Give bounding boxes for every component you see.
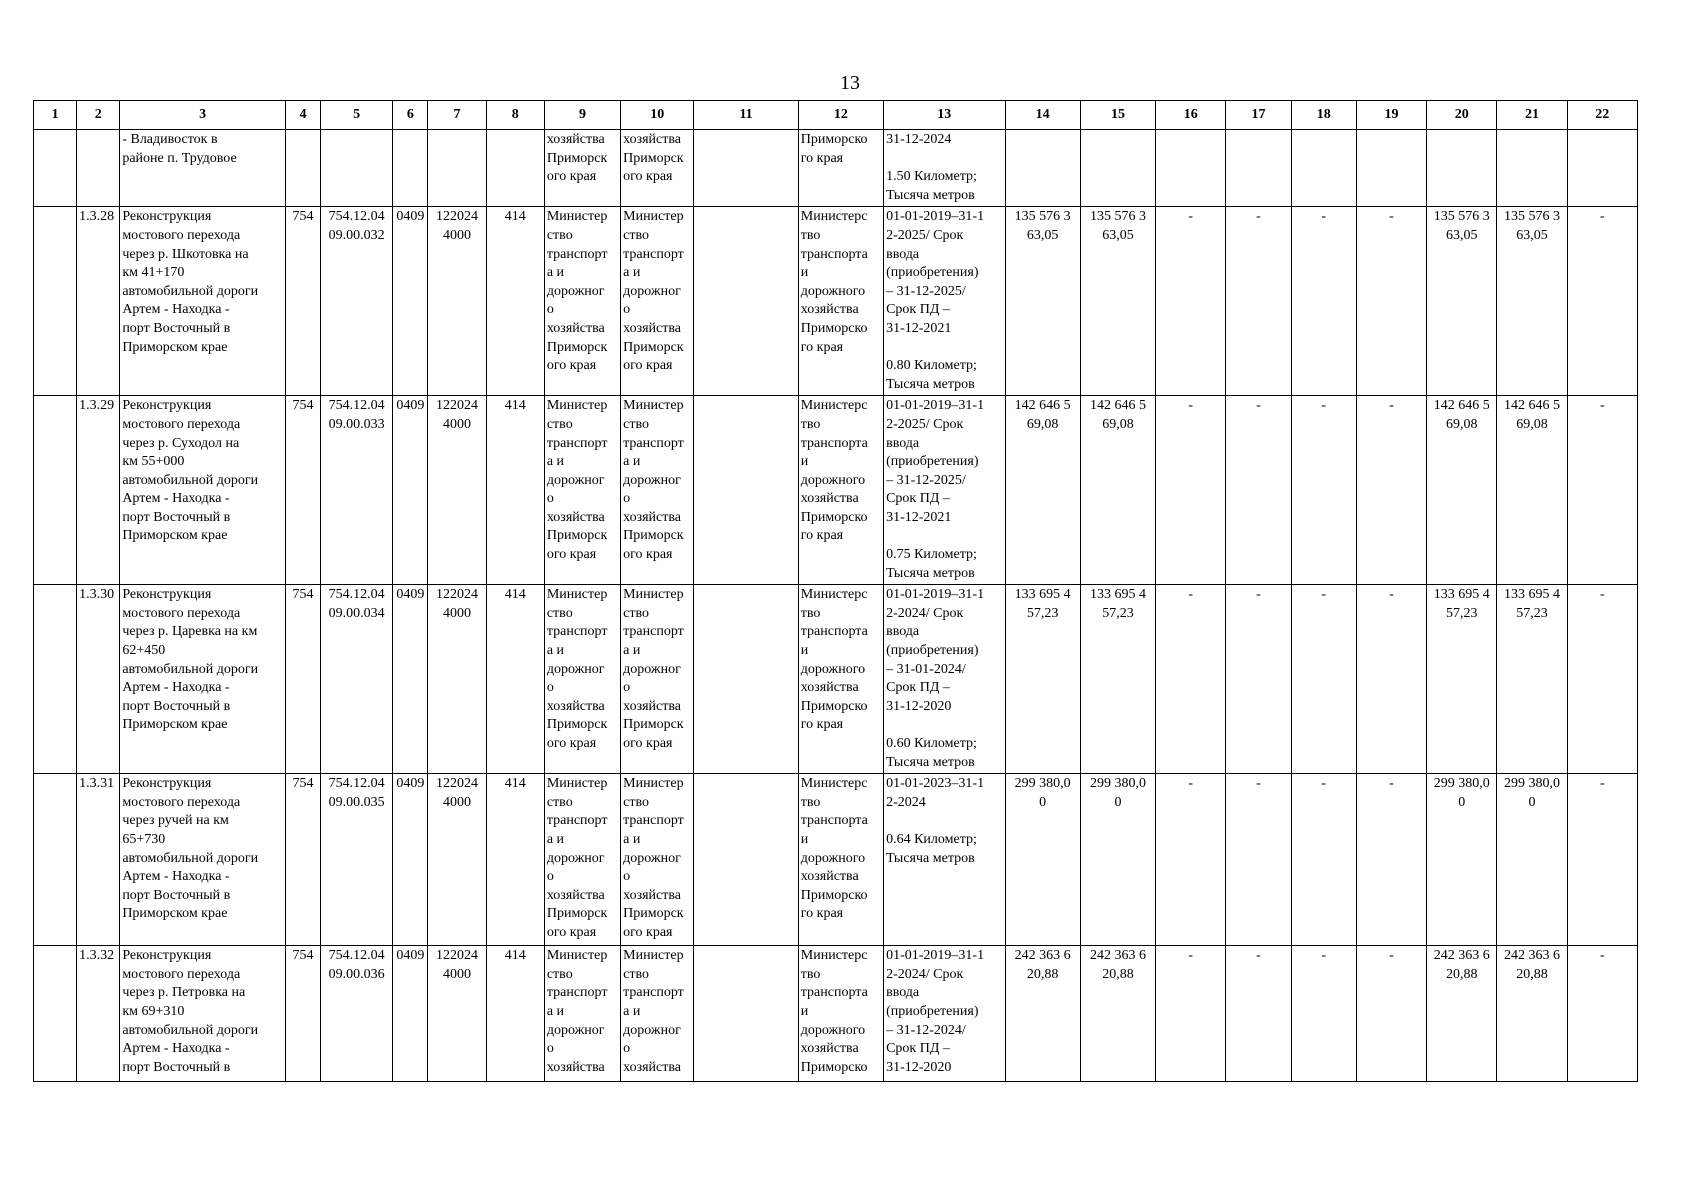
- column-header: 7: [428, 101, 486, 130]
- cell-code: [285, 130, 320, 207]
- cell-col1: [34, 774, 77, 946]
- cell-target-article: 122024 4000: [428, 946, 486, 1082]
- cell-object-name: Реконструкция мостового перехода через р. Шкотовка на км 41+170 автомобильной дороги Артем - Находка - порт Восточный в Приморском крае: [120, 207, 286, 396]
- cell-col11: [694, 946, 798, 1082]
- cell-object-code: 754.12.04 09.00.035: [321, 774, 393, 946]
- cell-col17: -: [1226, 585, 1291, 774]
- cell-code: 754: [285, 774, 320, 946]
- cell-customer: Министерс тво транспорта и дорожного хозяйства Приморско го края: [798, 585, 883, 774]
- cell-target-article: 122024 4000: [428, 585, 486, 774]
- cell-col11: [694, 396, 798, 585]
- cell-col15: 135 576 3 63,05: [1080, 207, 1155, 396]
- cell-object-name: Реконструкция мостового перехода через р. Царевка на км 62+450 автомобильной дороги Артем - Находка - порт Восточный в Приморском крае: [120, 585, 286, 774]
- cell-object-code: 754.12.04 09.00.033: [321, 396, 393, 585]
- column-header: 22: [1567, 101, 1637, 130]
- cell-col18: -: [1291, 207, 1356, 396]
- table-row: [34, 585, 1638, 774]
- column-header: 19: [1356, 101, 1426, 130]
- column-header: 3: [120, 101, 286, 130]
- cell-col20: [1427, 130, 1497, 207]
- cell-expense-type: [486, 130, 544, 207]
- cell-recipient: Министер ство транспорт а и дорожног о хозяйства Приморск ого края: [621, 585, 694, 774]
- cell-customer: Приморско го края: [798, 130, 883, 207]
- cell-col16: -: [1156, 396, 1226, 585]
- table-row: [34, 207, 1638, 396]
- column-header: 8: [486, 101, 544, 130]
- cell-col20: 299 380,0 0: [1427, 774, 1497, 946]
- cell-col1: [34, 585, 77, 774]
- cell-col16: -: [1156, 585, 1226, 774]
- column-header: 13: [884, 101, 1005, 130]
- cell-administrator: Министер ство транспорт а и дорожног о хозяйства Приморск ого края: [544, 396, 620, 585]
- cell-target-article: [428, 130, 486, 207]
- cell-col17: [1226, 130, 1291, 207]
- cell-expense-type: 414: [486, 585, 544, 774]
- cell-object-name: - Владивосток в районе п. Трудовое: [120, 130, 286, 207]
- cell-col11: [694, 585, 798, 774]
- cell-col21: 133 695 4 57,23: [1497, 585, 1567, 774]
- cell-col22: -: [1567, 396, 1637, 585]
- cell-item-number: 1.3.31: [77, 774, 120, 946]
- cell-col20: 133 695 4 57,23: [1427, 585, 1497, 774]
- cell-col21: 142 646 5 69,08: [1497, 396, 1567, 585]
- table-row: [34, 130, 1638, 207]
- cell-expense-type: 414: [486, 946, 544, 1082]
- cell-target-article: 122024 4000: [428, 774, 486, 946]
- cell-col16: -: [1156, 774, 1226, 946]
- cell-col17: -: [1226, 207, 1291, 396]
- cell-section: 0409: [393, 946, 428, 1082]
- cell-col18: -: [1291, 396, 1356, 585]
- cell-col21: 299 380,0 0: [1497, 774, 1567, 946]
- column-header: 20: [1427, 101, 1497, 130]
- cell-administrator: Министер ство транспорт а и дорожног о хозяйства Приморск ого края: [544, 774, 620, 946]
- cell-col14: [1005, 130, 1080, 207]
- cell-administrator: Министер ство транспорт а и дорожног о хозяйства: [544, 946, 620, 1082]
- cell-section: 0409: [393, 585, 428, 774]
- cell-col18: -: [1291, 946, 1356, 1082]
- column-header: 4: [285, 101, 320, 130]
- cell-col19: -: [1356, 396, 1426, 585]
- cell-customer: Министерс тво транспорта и дорожного хозяйства Приморско го края: [798, 774, 883, 946]
- column-header: 1: [34, 101, 77, 130]
- column-header: 21: [1497, 101, 1567, 130]
- cell-administrator: хозяйства Приморск ого края: [544, 130, 620, 207]
- table-row: [34, 774, 1638, 946]
- cell-col18: -: [1291, 585, 1356, 774]
- cell-col14: 142 646 5 69,08: [1005, 396, 1080, 585]
- cell-col17: -: [1226, 396, 1291, 585]
- cell-col1: [34, 130, 77, 207]
- cell-col18: [1291, 130, 1356, 207]
- cell-col1: [34, 396, 77, 585]
- column-header: 2: [77, 101, 120, 130]
- cell-customer: Министерс тво транспорта и дорожного хозяйства Приморско го края: [798, 396, 883, 585]
- cell-col21: 242 363 6 20,88: [1497, 946, 1567, 1082]
- cell-col16: [1156, 130, 1226, 207]
- cell-col14: 133 695 4 57,23: [1005, 585, 1080, 774]
- cell-col20: 142 646 5 69,08: [1427, 396, 1497, 585]
- cell-item-number: 1.3.32: [77, 946, 120, 1082]
- cell-administrator: Министер ство транспорт а и дорожног о хозяйства Приморск ого края: [544, 585, 620, 774]
- cell-col1: [34, 946, 77, 1082]
- cell-target-article: 122024 4000: [428, 396, 486, 585]
- page-number: 13: [840, 72, 860, 94]
- cell-section: 0409: [393, 207, 428, 396]
- cell-col14: 242 363 6 20,88: [1005, 946, 1080, 1082]
- cell-col11: [694, 130, 798, 207]
- cell-expense-type: 414: [486, 774, 544, 946]
- cell-col20: 135 576 3 63,05: [1427, 207, 1497, 396]
- column-header: 15: [1080, 101, 1155, 130]
- cell-col16: -: [1156, 946, 1226, 1082]
- cell-col19: [1356, 130, 1426, 207]
- cell-administrator: Министер ство транспорт а и дорожног о хозяйства Приморск ого края: [544, 207, 620, 396]
- cell-terms-capacity: 01-01-2019–31-1 2-2024/ Срок ввода (приобретения) – 31-12-2024/ Срок ПД – 31-12-2020: [884, 946, 1005, 1082]
- cell-col15: 242 363 6 20,88: [1080, 946, 1155, 1082]
- cell-col15: 299 380,0 0: [1080, 774, 1155, 946]
- column-header: 9: [544, 101, 620, 130]
- column-header: 11: [694, 101, 798, 130]
- cell-code: 754: [285, 946, 320, 1082]
- cell-section: 0409: [393, 396, 428, 585]
- cell-col14: 135 576 3 63,05: [1005, 207, 1080, 396]
- cell-col19: -: [1356, 774, 1426, 946]
- cell-code: 754: [285, 207, 320, 396]
- cell-customer: Министерс тво транспорта и дорожного хозяйства Приморско го края: [798, 207, 883, 396]
- cell-col14: 299 380,0 0: [1005, 774, 1080, 946]
- cell-col11: [694, 774, 798, 946]
- cell-recipient: Министер ство транспорт а и дорожног о хозяйства: [621, 946, 694, 1082]
- cell-terms-capacity: 01-01-2019–31-1 2-2025/ Срок ввода (приобретения) – 31-12-2025/ Срок ПД – 31-12-2021 0.80 Километр; Тысяча метров: [884, 207, 1005, 396]
- column-header: 18: [1291, 101, 1356, 130]
- cell-expense-type: 414: [486, 207, 544, 396]
- cell-col17: -: [1226, 774, 1291, 946]
- cell-recipient: хозяйства Приморск ого края: [621, 130, 694, 207]
- cell-customer: Министерс тво транспорта и дорожного хозяйства Приморско: [798, 946, 883, 1082]
- cell-object-code: 754.12.04 09.00.032: [321, 207, 393, 396]
- cell-col22: -: [1567, 585, 1637, 774]
- cell-col15: 142 646 5 69,08: [1080, 396, 1155, 585]
- cell-item-number: [77, 130, 120, 207]
- column-header: 14: [1005, 101, 1080, 130]
- cell-col21: 135 576 3 63,05: [1497, 207, 1567, 396]
- cell-section: 0409: [393, 774, 428, 946]
- cell-col19: -: [1356, 585, 1426, 774]
- column-header: 6: [393, 101, 428, 130]
- cell-terms-capacity: 01-01-2019–31-1 2-2024/ Срок ввода (приобретения) – 31-01-2024/ Срок ПД – 31-12-2020 0.60 Километр; Тысяча метров: [884, 585, 1005, 774]
- table-row: [34, 946, 1638, 1082]
- column-header: 5: [321, 101, 393, 130]
- data-table: [33, 100, 1638, 1082]
- cell-col19: -: [1356, 946, 1426, 1082]
- cell-col20: 242 363 6 20,88: [1427, 946, 1497, 1082]
- cell-item-number: 1.3.29: [77, 396, 120, 585]
- cell-item-number: 1.3.28: [77, 207, 120, 396]
- cell-object-code: 754.12.04 09.00.036: [321, 946, 393, 1082]
- cell-section: [393, 130, 428, 207]
- cell-col15: [1080, 130, 1155, 207]
- cell-col19: -: [1356, 207, 1426, 396]
- cell-object-code: 754.12.04 09.00.034: [321, 585, 393, 774]
- cell-object-name: Реконструкция мостового перехода через р. Петровка на км 69+310 автомобильной дороги Артем - Находка - порт Восточный в: [120, 946, 286, 1082]
- cell-terms-capacity: 01-01-2023–31-1 2-2024 0.64 Километр; Тысяча метров: [884, 774, 1005, 946]
- cell-col1: [34, 207, 77, 396]
- cell-col22: -: [1567, 946, 1637, 1082]
- cell-col18: -: [1291, 774, 1356, 946]
- column-header: 12: [798, 101, 883, 130]
- cell-object-name: Реконструкция мостового перехода через р. Суходол на км 55+000 автомобильной дороги Артем - Находка - порт Восточный в Приморском крае: [120, 396, 286, 585]
- cell-col17: -: [1226, 946, 1291, 1082]
- cell-code: 754: [285, 396, 320, 585]
- cell-object-code: [321, 130, 393, 207]
- cell-col16: -: [1156, 207, 1226, 396]
- column-header: 16: [1156, 101, 1226, 130]
- cell-expense-type: 414: [486, 396, 544, 585]
- cell-item-number: 1.3.30: [77, 585, 120, 774]
- cell-col22: [1567, 130, 1637, 207]
- cell-col11: [694, 207, 798, 396]
- cell-terms-capacity: 31-12-2024 1.50 Километр; Тысяча метров: [884, 130, 1005, 207]
- cell-col15: 133 695 4 57,23: [1080, 585, 1155, 774]
- cell-col21: [1497, 130, 1567, 207]
- cell-recipient: Министер ство транспорт а и дорожног о хозяйства Приморск ого края: [621, 396, 694, 585]
- header-row: [34, 101, 1638, 130]
- cell-object-name: Реконструкция мостового перехода через ручей на км 65+730 автомобильной дороги Артем - Находка - порт Восточный в Приморском крае: [120, 774, 286, 946]
- cell-col22: -: [1567, 207, 1637, 396]
- cell-code: 754: [285, 585, 320, 774]
- table-row: [34, 396, 1638, 585]
- cell-col22: -: [1567, 774, 1637, 946]
- column-header: 17: [1226, 101, 1291, 130]
- cell-terms-capacity: 01-01-2019–31-1 2-2025/ Срок ввода (приобретения) – 31-12-2025/ Срок ПД – 31-12-2021 0.75 Километр; Тысяча метров: [884, 396, 1005, 585]
- cell-target-article: 122024 4000: [428, 207, 486, 396]
- column-header: 10: [621, 101, 694, 130]
- cell-recipient: Министер ство транспорт а и дорожног о хозяйства Приморск ого края: [621, 207, 694, 396]
- cell-recipient: Министер ство транспорт а и дорожног о хозяйства Приморск ого края: [621, 774, 694, 946]
